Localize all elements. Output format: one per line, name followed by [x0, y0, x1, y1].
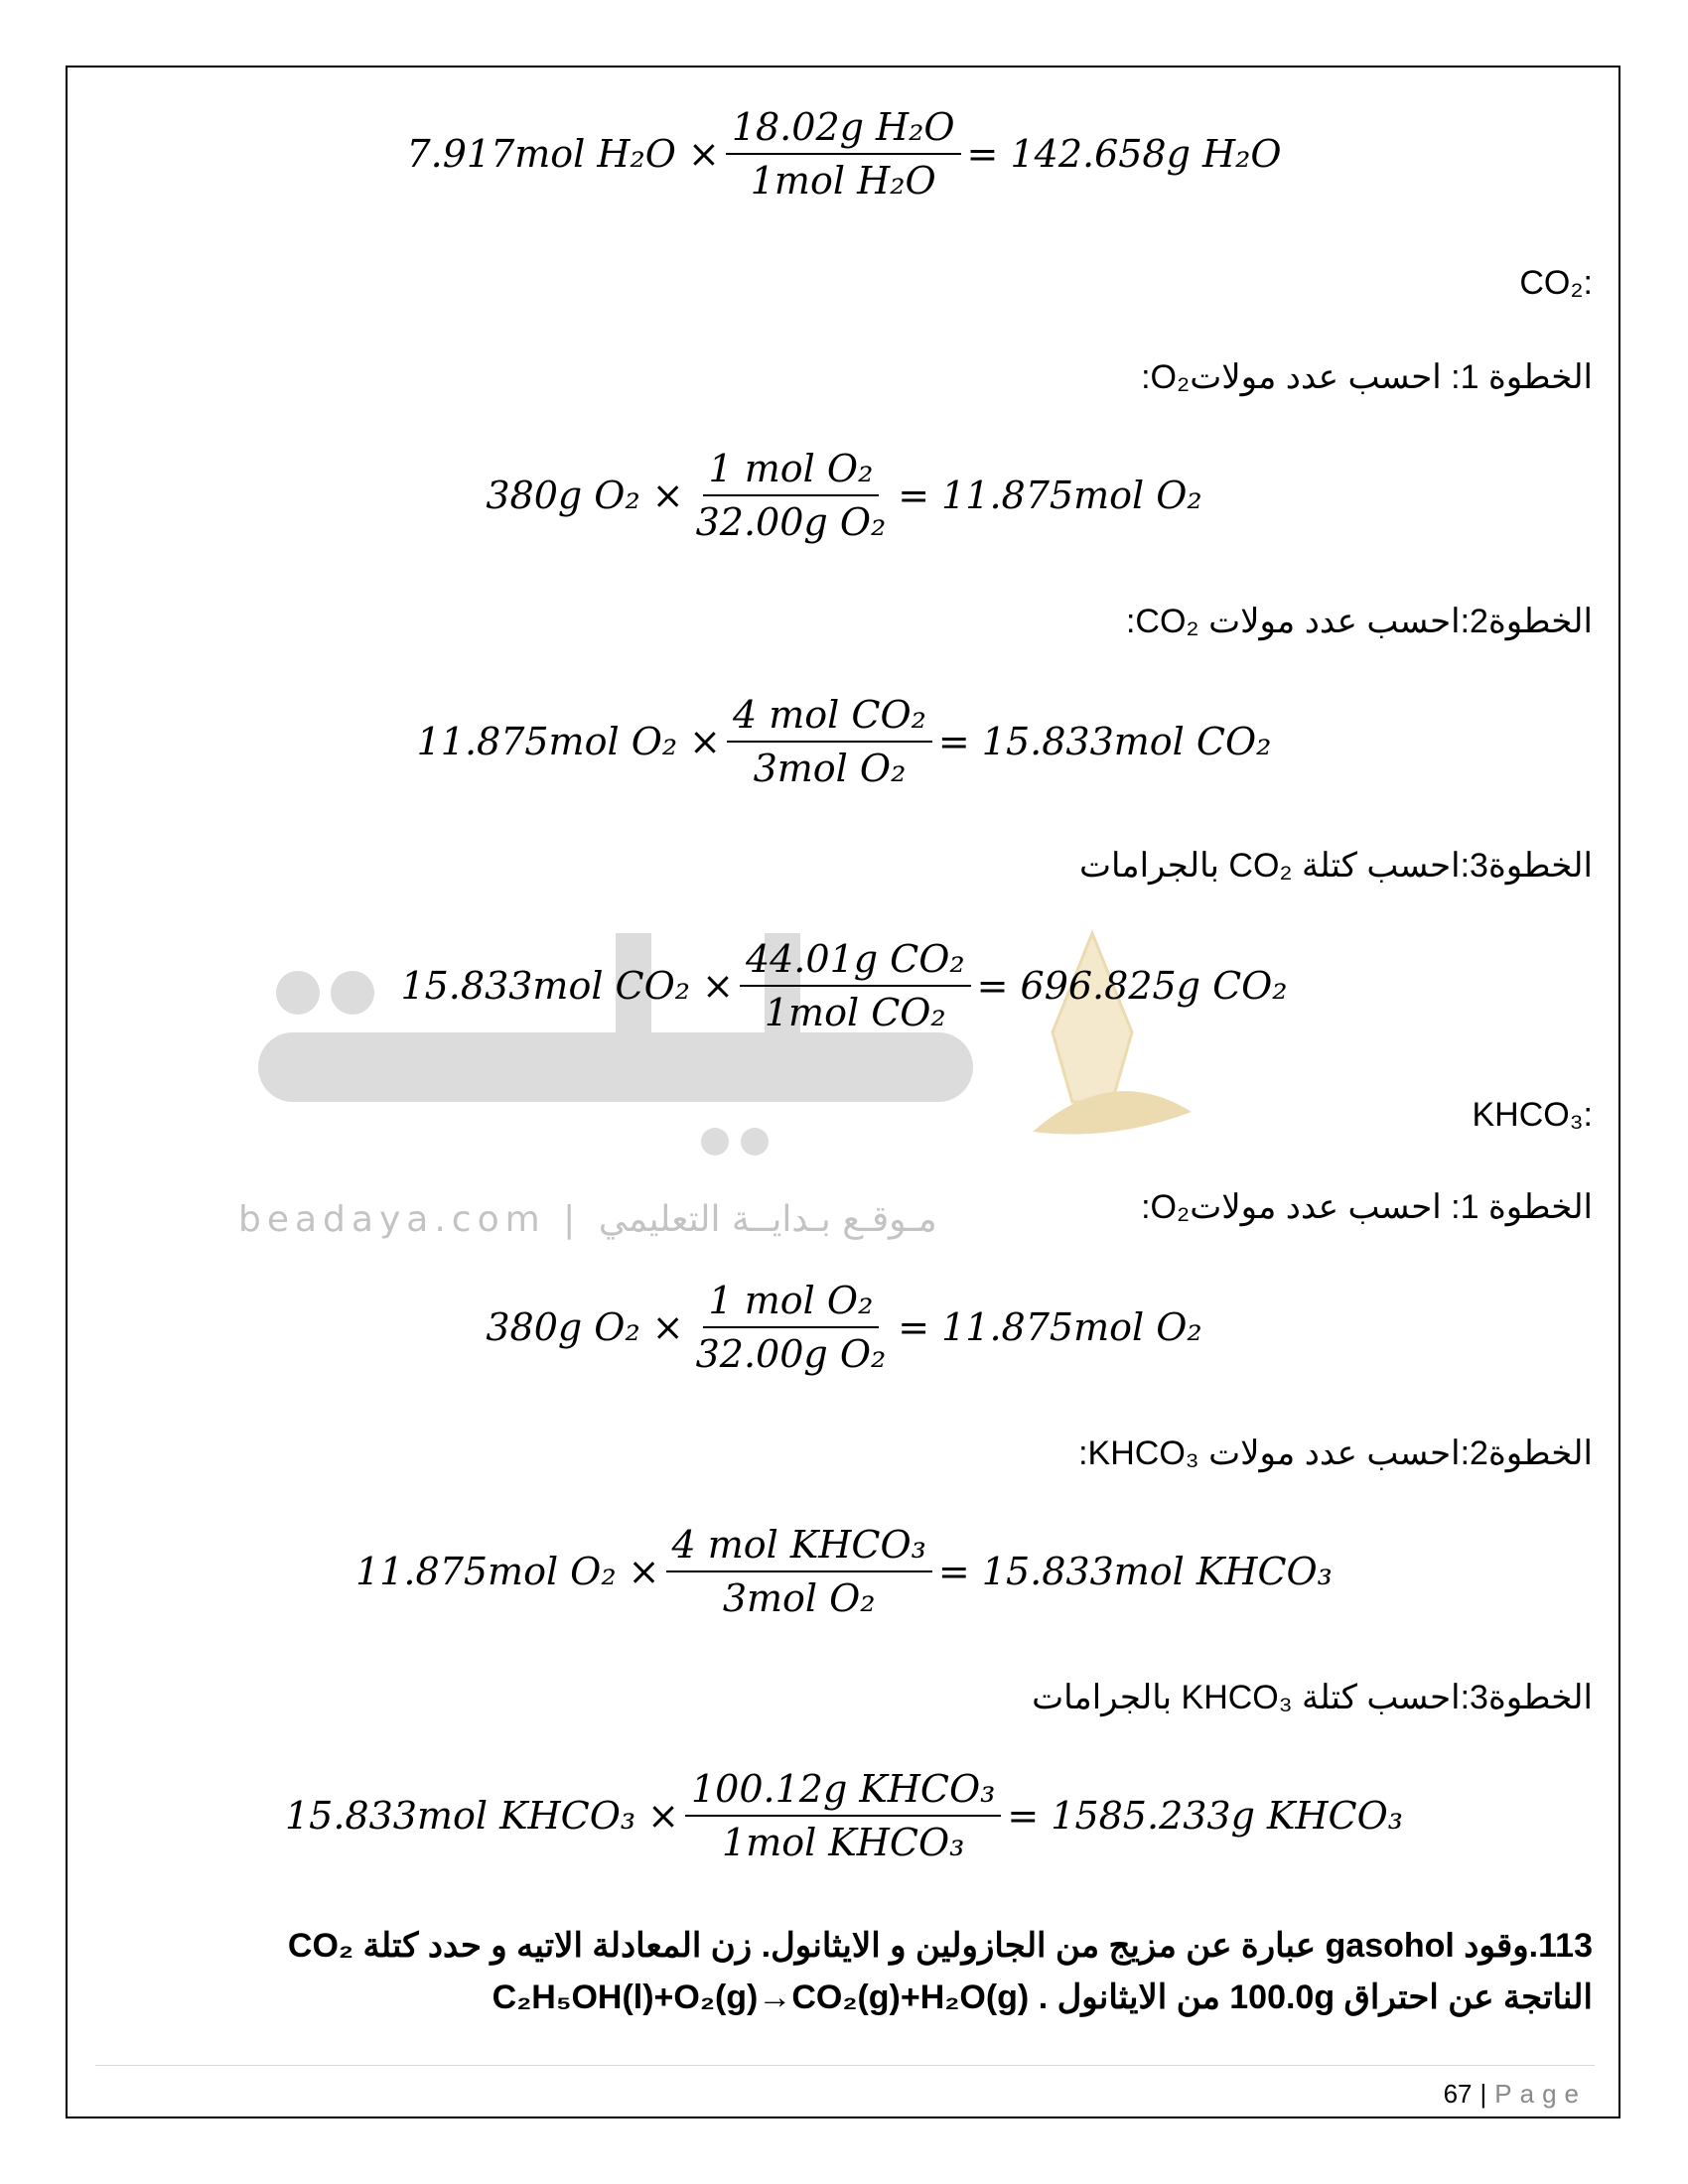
eq-right: = 11.875mol O₂	[898, 474, 1202, 517]
equation-h2o-mass	[0, 105, 1688, 203]
eq-numerator: 18.02g H₂O	[726, 105, 961, 155]
question-line-2: الناتجة عن احتراق 100.0g من الايثانول . C₂H₅OH(l)+O₂(g)→CO₂(g)+H₂O(g)	[492, 1979, 1593, 2016]
page-footer	[1444, 2079, 1587, 2110]
eq-right: = 15.833mol CO₂	[937, 720, 1272, 763]
step3-khco3: الخطوة3:احسب كتلة KHCO₃ بالجرامات	[1032, 1679, 1593, 1716]
step3-co2: الخطوة3:احسب كتلة CO₂ بالجرامات	[1079, 847, 1593, 885]
eq-numerator: 1 mol O₂	[703, 447, 880, 496]
equation-khco3-moles	[0, 1523, 1688, 1620]
step1-khco3: الخطوة 1: احسب عدد مولاتO₂:	[1141, 1188, 1593, 1226]
watermark-dot	[701, 1128, 729, 1156]
page-number: 67	[1443, 2079, 1473, 2109]
eq-left: 380g O₂ ×	[486, 1305, 684, 1349]
step1-co2: الخطوة 1: احسب عدد مولاتO₂:	[1141, 358, 1593, 396]
equation-co2-moles	[0, 693, 1688, 790]
eq-denominator: 1mol H₂O	[750, 159, 936, 203]
eq-left: 11.875mol O₂ ×	[355, 1550, 660, 1593]
equation-khco3-mass	[0, 1767, 1688, 1864]
step2-khco3: الخطوة2:احسب عدد مولات KHCO₃:	[1078, 1434, 1593, 1472]
eq-numerator: 100.12g KHCO₃	[685, 1767, 1001, 1817]
eq-fraction	[740, 937, 971, 1034]
footer-separator: |	[1479, 2079, 1487, 2109]
footer-divider	[95, 2065, 1595, 2066]
eq-denominator: 1mol CO₂	[764, 991, 946, 1034]
eq-fraction	[726, 105, 961, 203]
section-heading-co2: :CO₂	[1519, 264, 1593, 302]
page-label: Page	[1494, 2079, 1587, 2109]
eq-right: = 15.833mol KHCO₃	[937, 1550, 1333, 1593]
equation-co2-mass	[0, 937, 1688, 1034]
watermark-swoosh	[1033, 1091, 1192, 1134]
question-113	[103, 1920, 1593, 2023]
eq-right: = 142.658g H₂O	[966, 132, 1282, 176]
eq-denominator: 3mol O₂	[722, 1576, 876, 1620]
eq-denominator: 32.00g O₂	[695, 1332, 887, 1376]
eq-fraction	[685, 1767, 1001, 1864]
eq-denominator: 1mol KHCO₃	[722, 1821, 965, 1864]
eq-left: 7.917mol H₂O ×	[406, 132, 720, 176]
eq-right: = 1585.233g KHCO₃	[1007, 1794, 1403, 1838]
eq-left: 15.833mol CO₂ ×	[400, 964, 734, 1008]
watermark-tagline: beadaya.com | مـوقـع بـدايــة التعليمي	[238, 1199, 937, 1240]
eq-fraction	[690, 1279, 893, 1376]
eq-right: = 11.875mol O₂	[898, 1305, 1202, 1349]
watermark-dot	[741, 1128, 769, 1156]
eq-denominator: 3mol O₂	[753, 747, 907, 790]
section-heading-khco3: :KHCO₃	[1472, 1096, 1593, 1134]
eq-fraction	[666, 1523, 932, 1620]
eq-left: 380g O₂ ×	[486, 474, 684, 517]
eq-numerator: 44.01g CO₂	[740, 937, 971, 987]
eq-numerator: 4 mol KHCO₃	[666, 1523, 932, 1572]
eq-fraction	[690, 447, 893, 544]
eq-numerator: 4 mol CO₂	[727, 693, 932, 743]
eq-numerator: 1 mol O₂	[703, 1279, 880, 1328]
step2-co2: الخطوة2:احسب عدد مولات CO₂:	[1125, 603, 1593, 640]
equation-o2-moles	[0, 447, 1688, 544]
eq-denominator: 32.00g O₂	[695, 500, 887, 544]
equation-o2-moles-2	[0, 1279, 1688, 1376]
eq-fraction	[727, 693, 932, 790]
eq-left: 15.833mol KHCO₃ ×	[284, 1794, 679, 1838]
eq-right: = 696.825g CO₂	[976, 964, 1288, 1008]
eq-left: 11.875mol O₂ ×	[416, 720, 722, 763]
question-line-1: 113.وقود gasohol عبارة عن مزيج من الجازولين و الايثانول. زن المعادلة الاتيه و حدد كتلة CO₂	[287, 1927, 1593, 1965]
